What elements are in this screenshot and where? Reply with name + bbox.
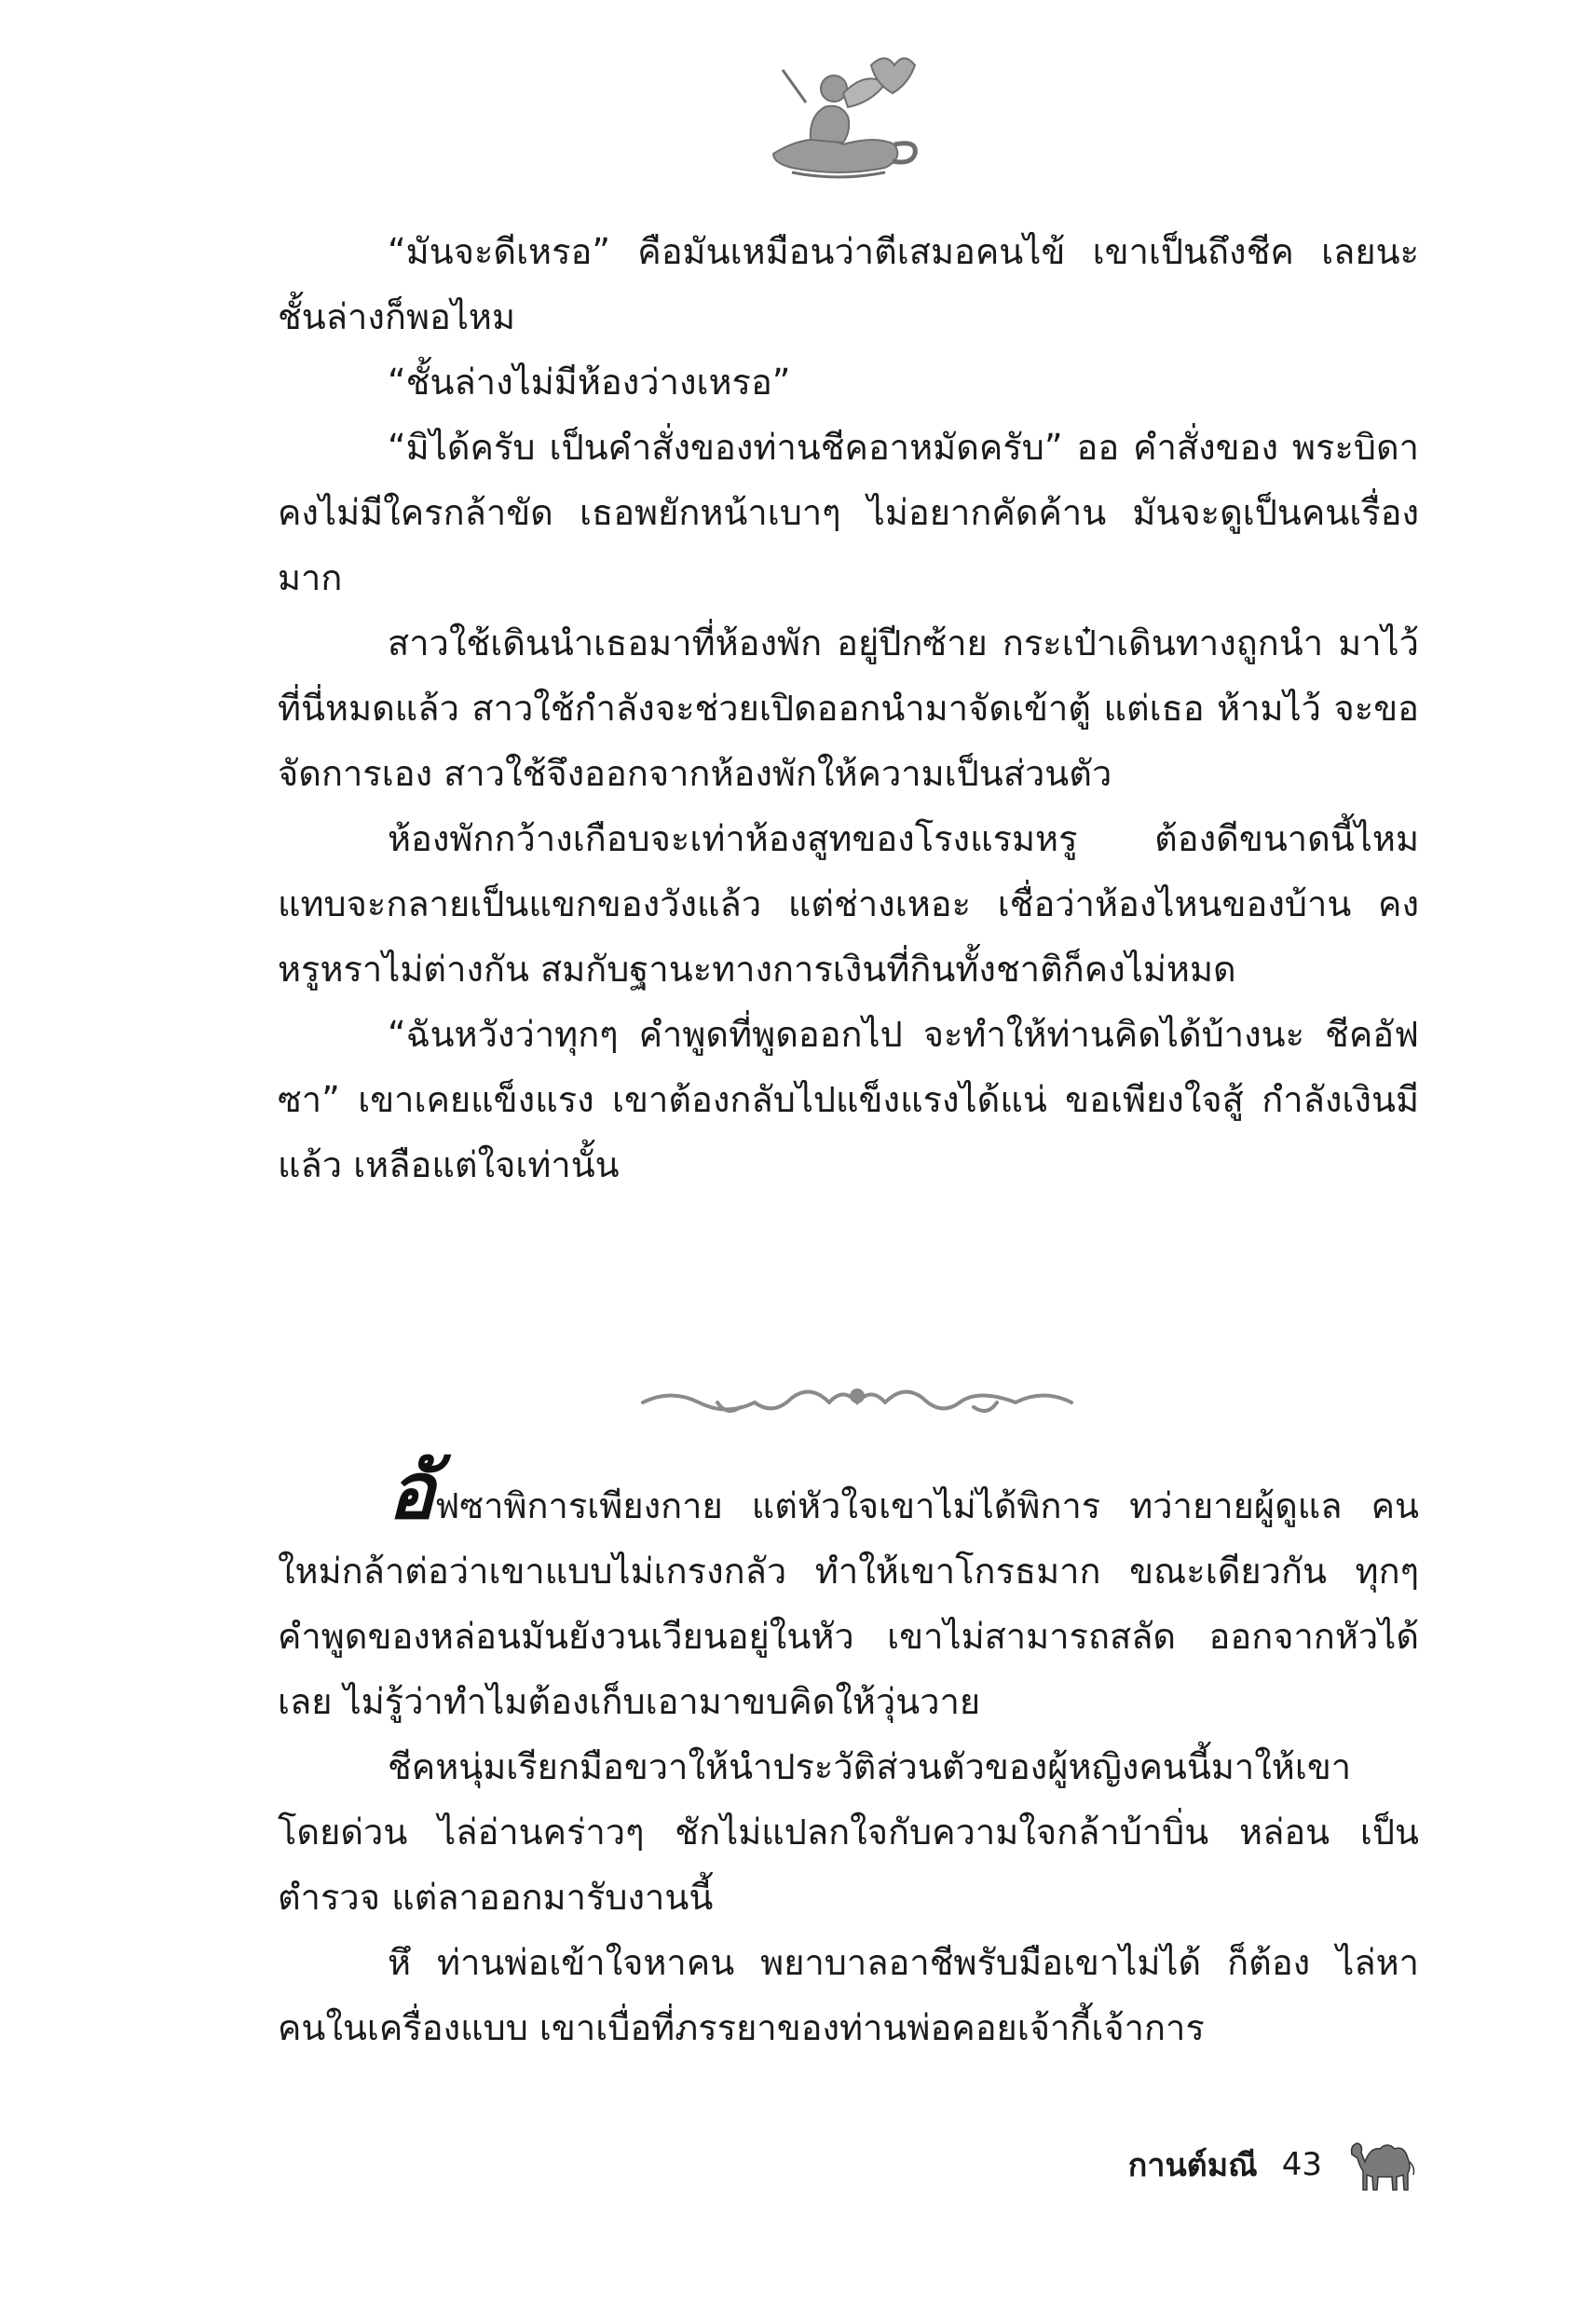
page-footer	[1128, 2134, 1419, 2195]
paragraph-text: ฟซาพิการเพียงกาย แต่หัวใจเขาไม่ได้พิการ ทว่ายายผู้ดูแล คนใหม่กล้าต่อว่าเขาแบบไม่เกรงกลัว ทำให้เขาโกรธมาก ขณะเดียวกัน ทุกๆ คำพูดของหล่อนมันยังวนเวียนอยู่ในหัว เขาไม่สามารถสลัด ออกจากหัวได้เลย ไม่รู้ว่าทำไมต้องเก็บเอามาขบคิดให้วุ่นวาย	[278, 1485, 1419, 1722]
paragraph: “มันจะดีเหรอ” คือมันเหมือนว่าตีเสมอคนไข้ เขาเป็นถึงชีค เลยนะ ชั้นล่างก็พอไหม	[278, 231, 1419, 337]
book-title: กานต์มณี	[1127, 2147, 1258, 2184]
paragraph: ห้องพักกว้างเกือบจะเท่าห้องสูทของโรงแรมหรู ต้องดีขนาดนี้ไหม แทบจะกลายเป็นแขกของวังแล้ว แต่ช่างเหอะ เชื่อว่าห้องไหนของบ้าน คงหรูหราไม่ต่างกัน สมกับฐานะทางการเงินที่กินทั้งชาติก็คงไม่หมด	[278, 818, 1419, 990]
page-number: 43	[1281, 2146, 1322, 2183]
drop-cap: อั	[388, 1444, 435, 1537]
scroll-divider-ornament-icon	[634, 1379, 1081, 1426]
paragraph: หึ ท่านพ่อเข้าใจหาคน พยาบาลอาชีพรับมือเขาไม่ได้ ก็ต้อง ไล่หาคนในเครื่องแบบ เขาเบื่อที่ภรรยาของท่านพ่อคอยเจ้ากี้เจ้าการ	[278, 1942, 1419, 2048]
paragraph: ชีคหนุ่มเรียกมือขวาให้นำประวัติส่วนตัวของผู้หญิงคนนี้มาให้เขา โดยด่วน ไล่อ่านคร่าวๆ ชักไม่แปลกใจกับความใจกล้าบ้าบิ่น หล่อน เป็นตำรวจ แต่ลาออกมารับงานนี้	[278, 1746, 1419, 1918]
paragraph: “มิได้ครับ เป็นคำสั่งของท่านชีคอาหมัดครับ” ออ คำสั่งของ พระบิดา คงไม่มีใครกล้าขัด เธอพยักหน้าเบาๆ ไม่อยากคัดค้าน มันจะดูเป็นคนเรื่องมาก	[278, 427, 1419, 598]
paragraph: “ชั้นล่างไม่มีห้องว่างเหรอ”	[388, 362, 791, 403]
paragraph: สาวใช้เดินนำเธอมาที่ห้องพัก อยู่ปีกซ้าย กระเป๋าเดินทางถูกนำ มาไว้ที่นี่หมดแล้ว สาวใช้กำลังจะช่วยเปิดออกนำมาจัดเข้าตู้ แต่เธอ ห้ามไว้ จะขอจัดการเอง สาวใช้จึงออกจากห้องพักให้ความเป็นส่วนตัว	[278, 622, 1419, 794]
section-2-text	[278, 1444, 1419, 2060]
paragraph: “ฉันหวังว่าทุกๆ คำพูดที่พูดออกไป จะทำให้ท่านคิดได้บ้างนะ ชีคอัฟซา” เขาเคยแข็งแรง เขาต้องกลับไปแข็งแรงได้แน่ ขอเพียงใจสู้ กำลังเงินมีแล้ว เหลือแต่ใจเท่านั้น	[278, 1014, 1419, 1185]
camel-icon	[1346, 2134, 1419, 2195]
section-1-text	[278, 219, 1419, 1197]
paragraph	[278, 1444, 1419, 1734]
cupid-teapot-ornament-icon	[755, 51, 922, 182]
